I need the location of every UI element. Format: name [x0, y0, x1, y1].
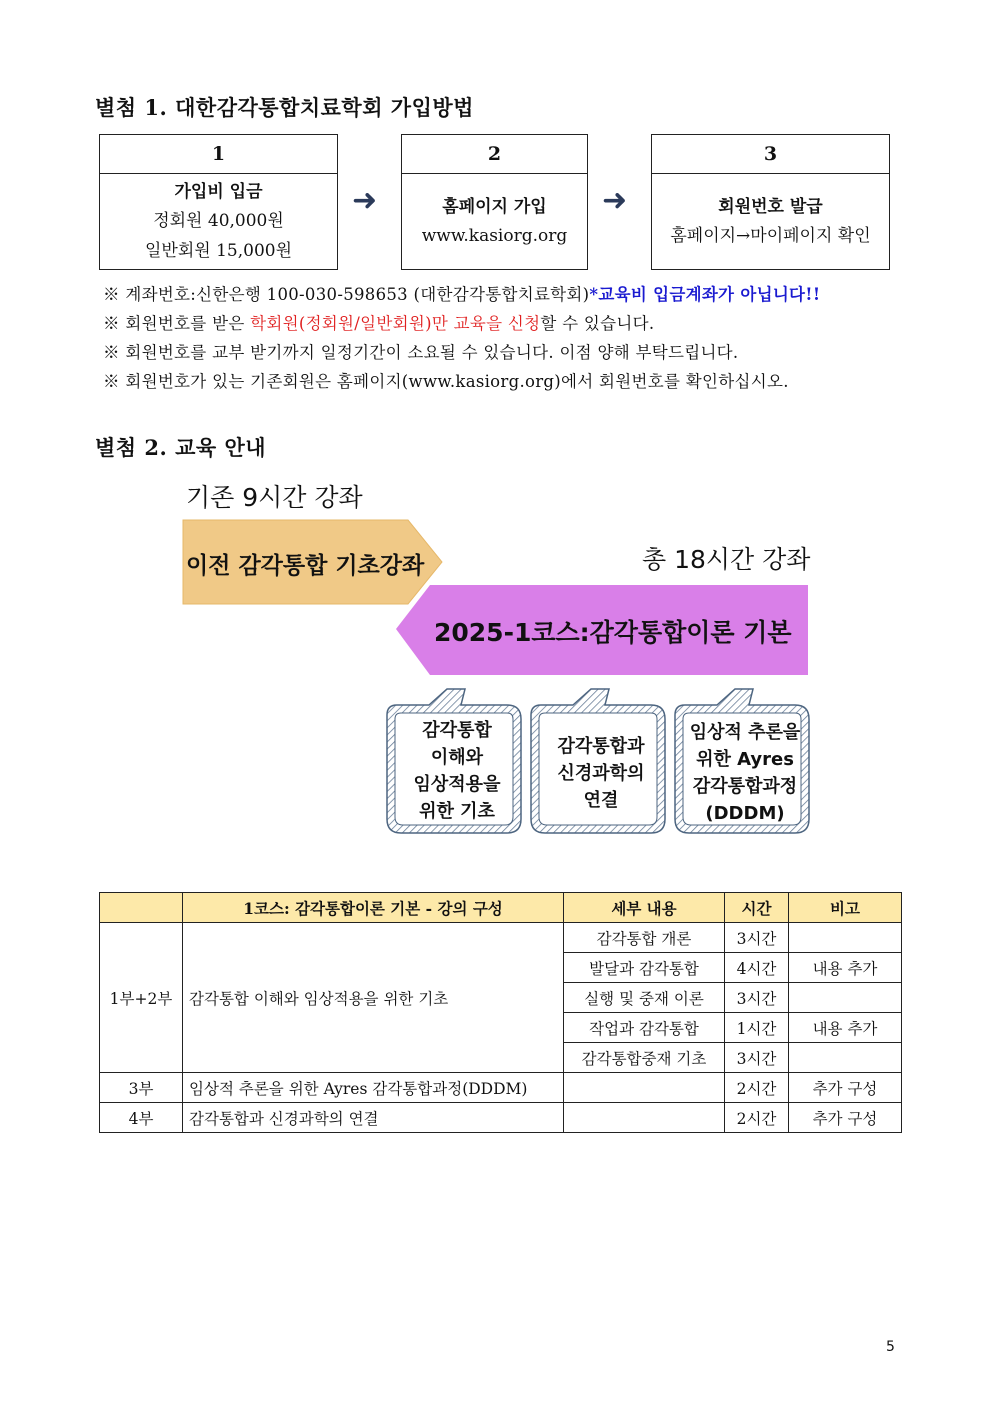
table-row — [100, 1073, 902, 1103]
bubble-line: 감각통합 — [422, 720, 492, 741]
step-box-2 — [401, 134, 588, 270]
arrow-right-icon: ➜ — [352, 183, 378, 218]
bubble-line: 감각통합과정 — [692, 776, 798, 797]
time-cell: 2시간 — [725, 1103, 789, 1133]
bubble-line: 신경과학의 — [557, 763, 645, 784]
step-title: 가입비 입금 — [174, 182, 263, 202]
time-cell: 1시간 — [725, 1013, 789, 1043]
note-cell: 추가 구성 — [789, 1073, 902, 1103]
section1-title: 별첨 1. 대한감각통합치료학회 가입방법 — [95, 95, 474, 120]
detail-cell — [564, 1103, 725, 1133]
bubble-line: 연결 — [583, 790, 619, 811]
step-number: 3 — [652, 135, 889, 174]
note-cell: 내용 추가 — [789, 1013, 902, 1043]
detail-cell: 감각통합 개론 — [564, 923, 725, 953]
step-line: 일반회원 15,000원 — [145, 241, 292, 261]
note-account-text: ※ 계좌번호:신한은행 100-030-598653 (대한감각통합치료학회) — [103, 285, 590, 304]
detail-cell: 작업과 감각통합 — [564, 1013, 725, 1043]
note-cell: 내용 추가 — [789, 953, 902, 983]
part-cell: 3부 — [100, 1073, 183, 1103]
note-period: ※ 회원번호를 교부 받기까지 일정기간이 소요될 수 있습니다. 이점 양해 부탁드립니다. — [103, 343, 739, 362]
detail-cell — [564, 1073, 725, 1103]
table-row — [100, 923, 902, 953]
table-row — [100, 1103, 902, 1133]
step-title: 홈페이지 가입 — [442, 197, 547, 217]
note-account — [103, 285, 820, 305]
time-cell: 3시간 — [725, 923, 789, 953]
detail-cell: 실행 및 중재 이론 — [564, 983, 725, 1013]
table-header: 시간 — [725, 893, 789, 923]
bubble-3-text — [683, 719, 807, 827]
part-cell: 4부 — [100, 1103, 183, 1133]
step-box-1 — [99, 134, 338, 270]
note-member-only — [103, 314, 654, 334]
table-header-row — [100, 893, 902, 923]
note-highlight: 학회원(정회원/일반회원)만 교육을 신청 — [250, 314, 541, 333]
note-text: ※ 회원번호를 받은 — [103, 314, 251, 333]
bubble-line: 임상적용을 — [413, 774, 501, 795]
step-box-3 — [651, 134, 890, 270]
step-line: 정회원 40,000원 — [153, 211, 284, 231]
table-header: 비고 — [789, 893, 902, 923]
bubble-1-text — [397, 717, 517, 825]
bubble-line: 임상적 추론을 — [689, 722, 801, 743]
page-number: 5 — [886, 1339, 895, 1355]
note-existing-member: ※ 회원번호가 있는 기존회원은 홈페이지(www.kasiorg.org)에서 회원번호를 확인하십시오. — [103, 372, 789, 391]
bubble-line: 위한 기초 — [419, 801, 495, 822]
time-cell: 2시간 — [725, 1073, 789, 1103]
new-course-title: 2025-1코스:감각통합이론 기본 — [434, 618, 792, 647]
note-cell — [789, 983, 902, 1013]
prev-course-title: 이전 감각통합 기초강좌 — [186, 553, 425, 579]
section2-title: 별첨 2. 교육 안내 — [95, 435, 267, 460]
step-number: 1 — [100, 135, 337, 174]
detail-cell: 발달과 감각통합 — [564, 953, 725, 983]
note-text: 할 수 있습니다. — [540, 314, 655, 333]
table-header — [100, 893, 183, 923]
arrow-right-icon: ➜ — [602, 183, 628, 218]
total-hours-label: 총 18시간 강좌 — [642, 545, 811, 574]
bubble-2-text — [541, 733, 661, 814]
step-line: www.kasiorg.org — [421, 226, 568, 246]
note-cell — [789, 1043, 902, 1073]
part-title-cell: 감각통합 이해와 임상적용을 위한 기초 — [183, 923, 564, 1073]
table-header: 세부 내용 — [564, 893, 725, 923]
time-cell: 3시간 — [725, 983, 789, 1013]
detail-cell: 감각통합중재 기초 — [564, 1043, 725, 1073]
bubble-line: 이해와 — [430, 747, 484, 768]
time-cell: 3시간 — [725, 1043, 789, 1073]
step-title: 회원번호 발급 — [718, 197, 823, 217]
part-cell: 1부+2부 — [100, 923, 183, 1073]
part-title-cell: 임상적 추론을 위한 Ayres 감각통합과정(DDDM) — [183, 1073, 564, 1103]
prev-course-label: 기존 9시간 강좌 — [186, 483, 363, 512]
table-header: 1코스: 감각통합이론 기본 - 강의 구성 — [183, 893, 564, 923]
note-cell: 추가 구성 — [789, 1103, 902, 1133]
step-line: 홈페이지→마이페이지 확인 — [670, 226, 871, 246]
note-cell — [789, 923, 902, 953]
bubble-line: 감각통합과 — [557, 736, 645, 757]
course-table — [99, 892, 902, 1133]
part-title-cell: 감각통합과 신경과학의 연결 — [183, 1103, 564, 1133]
bubble-line: 위한 Ayres — [696, 749, 794, 770]
time-cell: 4시간 — [725, 953, 789, 983]
bubble-line: (DDDM) — [705, 803, 785, 824]
note-account-warning: *교육비 입금계좌가 아닙니다!! — [589, 285, 821, 304]
step-number: 2 — [402, 135, 587, 174]
